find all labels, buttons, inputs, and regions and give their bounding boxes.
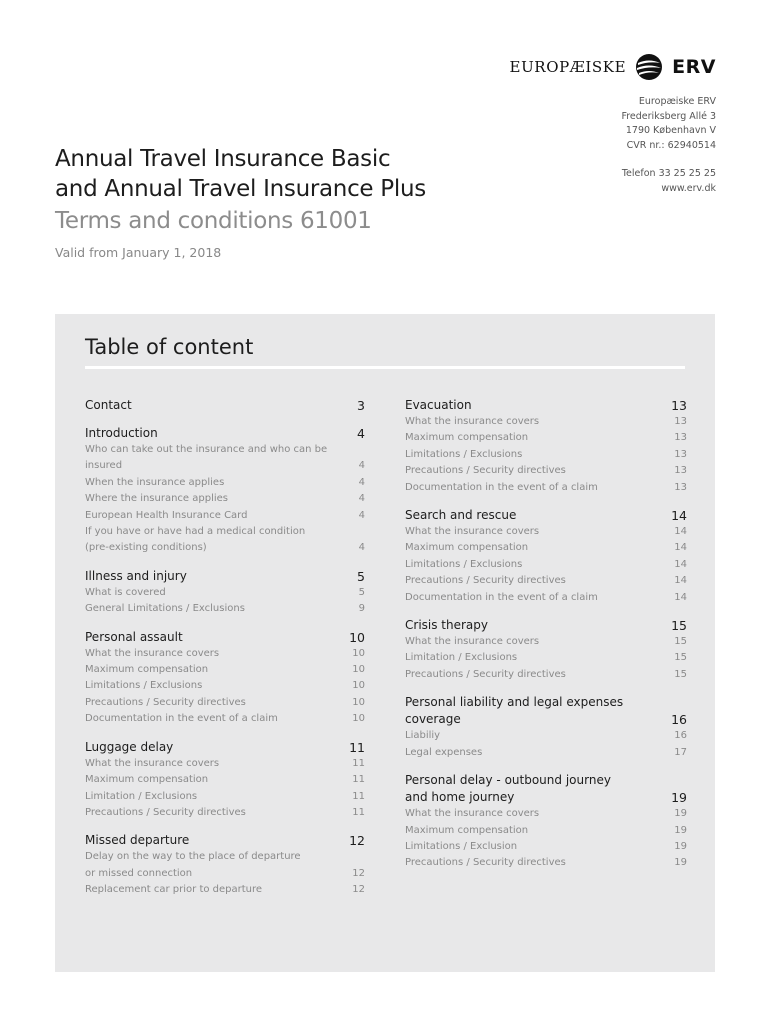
toc-page-number: 12 [352, 884, 365, 896]
toc-page-number: 10 [352, 696, 365, 708]
toc-entry-label: What the insurance covers [405, 808, 540, 820]
toc-entry-label: Maximum compensation [405, 432, 529, 444]
toc-entry[interactable] [85, 789, 365, 805]
toc-entry-label: What the insurance covers [405, 636, 540, 648]
toc-entry[interactable] [405, 650, 687, 666]
address-line: Europæiske ERV [638, 96, 716, 107]
toc-page-number: 12 [349, 833, 365, 849]
toc-page-number: 4 [358, 542, 365, 554]
toc-entry-label: Liabiliy [405, 730, 441, 742]
toc-section-title: Personal delay - outbound journey [405, 773, 611, 788]
toc-section-heading[interactable] [85, 397, 365, 414]
toc-section-heading[interactable] [405, 397, 687, 414]
toc-entry[interactable] [85, 678, 365, 694]
toc-page-number: 19 [674, 808, 687, 820]
toc-entry[interactable] [405, 806, 687, 822]
toc-entry-label: Precautions / Security directives [405, 575, 566, 587]
toc-entry[interactable] [405, 728, 687, 744]
toc-page-number: 14 [674, 558, 687, 570]
toc-page-number: 14 [674, 526, 687, 538]
toc-entry[interactable] [405, 823, 687, 839]
toc-divider [85, 366, 685, 369]
title-line: and Annual Travel Insurance Plus [55, 176, 426, 202]
toc-page-number: 11 [349, 739, 365, 755]
toc-entry[interactable] [85, 772, 365, 788]
toc-entry[interactable] [405, 480, 687, 496]
toc-page-number: 4 [357, 426, 365, 441]
toc-page-number: 19 [674, 840, 687, 852]
toc-entry-label: What the insurance covers [405, 526, 540, 538]
toc-entry[interactable] [405, 634, 687, 650]
toc-entry-label: What the insurance covers [85, 647, 220, 659]
toc-section [85, 425, 365, 557]
toc-entry-label: Maximum compensation [405, 542, 529, 554]
toc-section-heading[interactable] [405, 772, 687, 789]
toc-entry-label: Documentation in the event of a claim [405, 481, 598, 493]
toc-section-title: and home journey [405, 790, 515, 805]
toc-entry[interactable] [405, 430, 687, 446]
toc-entry[interactable] [85, 442, 365, 475]
toc-entry-label: Maximum compensation [85, 774, 209, 786]
toc-page-number: 19 [674, 824, 687, 836]
toc-entry-label: Maximum compensation [85, 664, 209, 676]
toc-section-title: Luggage delay [85, 739, 174, 754]
toc-column-right [405, 397, 687, 883]
toc-page-number: 4 [358, 493, 365, 505]
toc-page-number: 11 [352, 757, 365, 769]
toc-section [405, 694, 687, 761]
toc-entry[interactable] [85, 646, 365, 662]
toc-entry-label: Precautions / Security directives [405, 857, 566, 869]
toc-entry[interactable] [85, 601, 365, 617]
toc-page-number: 17 [674, 746, 687, 758]
address-line: Frederiksberg Allé 3 [621, 110, 716, 122]
toc-entry[interactable] [85, 756, 365, 772]
toc-entry[interactable] [85, 662, 365, 678]
toc-entry[interactable] [85, 540, 365, 556]
toc-page-number: 9 [358, 603, 365, 615]
brand-wordmark: EUROPÆISKE [509, 58, 627, 76]
toc-entry-label: Maximum compensation [405, 824, 529, 836]
toc-section [85, 397, 365, 414]
toc-page-number: 13 [674, 465, 687, 477]
toc-entry[interactable] [85, 805, 365, 821]
toc-entry-label: Delay on the way to the place of departure [85, 851, 301, 863]
address-line: CVR nr.: 62940514 [626, 139, 716, 151]
toc-page-number: 15 [671, 618, 687, 634]
toc-section [85, 568, 365, 618]
toc-entry[interactable] [405, 573, 687, 589]
toc-section-title: Crisis therapy [405, 618, 488, 633]
toc-page-number: 10 [352, 647, 365, 659]
phone-number: Telefon 33 25 25 25 [621, 168, 716, 179]
toc-entry[interactable] [85, 695, 365, 711]
brand-logo [510, 52, 716, 82]
toc-page-number: 16 [674, 730, 687, 742]
toc-entry-label: What is covered [85, 586, 166, 598]
toc-section-title: Contact [85, 398, 132, 412]
toc-entry[interactable] [85, 882, 365, 898]
toc-section-title: Search and rescue [405, 508, 517, 523]
toc-entry[interactable] [85, 524, 365, 540]
toc-section-heading[interactable] [85, 739, 365, 756]
toc-section [85, 629, 365, 728]
toc-entry[interactable] [405, 667, 687, 683]
toc-section-heading[interactable] [405, 507, 687, 524]
toc-entry-label: (pre-existing conditions) [85, 542, 207, 554]
toc-entry-label: Limitations / Exclusions [405, 448, 523, 460]
toc-section-title: Missed departure [85, 833, 190, 848]
toc-entry-label: When the insurance applies [85, 476, 225, 488]
toc-section-heading[interactable] [405, 617, 687, 634]
toc-page-number: 19 [674, 857, 687, 869]
toc-entry-label: Limitation / Exclusions [405, 652, 518, 664]
toc-page-number: 10 [352, 713, 365, 725]
toc-entry[interactable] [85, 508, 365, 524]
toc-entry[interactable] [405, 463, 687, 479]
toc-page-number: 10 [352, 680, 365, 692]
toc-entry-label: Precautions / Security directives [405, 465, 566, 477]
toc-entry[interactable] [405, 414, 687, 430]
toc-page-number: 14 [674, 575, 687, 587]
toc-entry-label: What the insurance covers [405, 416, 540, 427]
toc-page-number: 11 [352, 790, 365, 802]
toc-section-title: Introduction [85, 426, 158, 440]
toc-page-number: 12 [352, 867, 365, 879]
toc-entry-label: General Limitations / Exclusions [85, 603, 245, 615]
address-line: 1790 København V [625, 125, 716, 136]
website-link[interactable]: www.erv.dk [661, 182, 716, 194]
toc-page-number: 4 [358, 460, 365, 472]
toc-entry[interactable] [85, 866, 365, 882]
toc-page-number: 13 [674, 448, 687, 460]
toc-section-heading[interactable] [85, 425, 365, 442]
toc-entry[interactable] [405, 540, 687, 556]
toc-page-number: 13 [671, 398, 687, 413]
brand-mark: ERV [672, 56, 716, 78]
toc-page-number: 13 [674, 432, 687, 444]
toc-entry-label: What the insurance covers [85, 757, 220, 769]
toc-page-number: 10 [352, 664, 365, 676]
toc-column-left [85, 397, 365, 910]
toc-section [405, 507, 687, 606]
toc-entry-label: If you have or have had a medical condition [85, 526, 306, 538]
toc-entry-label: Precautions / Security directives [85, 806, 246, 818]
toc-page-number: 11 [352, 774, 365, 786]
toc-page-number: 13 [674, 416, 687, 427]
valid-date: Valid from January 1, 2018 [55, 245, 222, 260]
toc-heading: Table of content [85, 335, 254, 359]
toc-entry[interactable] [85, 849, 365, 865]
toc-section [85, 739, 365, 822]
erv-swirl-icon [634, 52, 664, 82]
toc-page-number: 11 [352, 806, 365, 818]
toc-entry-label: Legal expenses [405, 746, 483, 758]
toc-section-heading[interactable] [85, 832, 365, 849]
toc-section [85, 832, 365, 898]
toc-page-number: 5 [357, 568, 365, 584]
toc-page-number: 14 [671, 508, 687, 524]
toc-entry[interactable] [85, 475, 365, 491]
toc-entry-label: Documentation in the event of a claim [85, 713, 278, 725]
toc-entry[interactable] [405, 524, 687, 540]
toc-entry[interactable] [405, 557, 687, 573]
toc-section [405, 772, 687, 872]
toc-section-heading[interactable] [85, 568, 365, 585]
toc-entry-label: Limitations / Exclusions [85, 680, 203, 692]
toc-section-title: Illness and injury [85, 568, 187, 583]
toc-entry-label: or missed connection [85, 867, 193, 879]
toc-entry-label: Limitation / Exclusions [85, 790, 198, 802]
toc-entry[interactable] [85, 585, 365, 601]
document-subtitle: Terms and conditions 61001 [55, 208, 372, 234]
toc-page-number: 14 [674, 591, 687, 603]
toc-page-number: 15 [674, 668, 687, 680]
toc-entry-label: Precautions / Security directives [405, 668, 566, 680]
document-title [55, 144, 575, 238]
toc-page-number: 19 [671, 790, 687, 806]
toc-entry[interactable] [85, 491, 365, 507]
toc-entry-label: European Health Insurance Card [85, 509, 248, 521]
toc-entry[interactable] [405, 447, 687, 463]
toc-page-number: 13 [674, 481, 687, 493]
toc-entry[interactable] [85, 711, 365, 727]
toc-entry[interactable] [405, 855, 687, 871]
toc-section-heading[interactable] [405, 789, 687, 806]
toc-entry-label: Limitations / Exclusion [405, 840, 518, 852]
toc-page-number: 3 [357, 398, 365, 413]
title-line: Annual Travel Insurance Basic [55, 146, 391, 172]
toc-entry-label: Replacement car prior to departure [85, 884, 263, 896]
toc-section-heading[interactable] [85, 629, 365, 646]
toc-section-title: Personal assault [85, 629, 183, 644]
toc-page-number: 10 [349, 629, 365, 645]
toc-entry-label: Precautions / Security directives [85, 696, 246, 708]
toc-entry-label: Who can take out the insurance and who can be insured [85, 444, 328, 472]
toc-page-number: 4 [358, 476, 365, 488]
toc-page-number: 16 [671, 712, 687, 728]
toc-entry[interactable] [405, 745, 687, 761]
toc-page-number: 4 [358, 509, 365, 521]
toc-section [405, 397, 687, 496]
toc-entry-label: Documentation in the event of a claim [405, 591, 598, 603]
toc-entry-label: Limitations / Exclusions [405, 558, 523, 570]
toc-entry[interactable] [405, 839, 687, 855]
toc-page-number: 14 [674, 542, 687, 554]
toc-section-title: Personal liability and legal expenses coverage [405, 695, 624, 727]
toc-entry[interactable] [405, 590, 687, 606]
table-of-contents [55, 314, 715, 972]
toc-page-number: 5 [358, 586, 365, 598]
toc-entry-label: Where the insurance applies [85, 493, 229, 505]
toc-page-number: 15 [674, 636, 687, 648]
toc-section-heading[interactable] [405, 694, 687, 728]
toc-page-number: 15 [674, 652, 687, 664]
toc-section-title: Evacuation [405, 398, 472, 412]
toc-section [405, 617, 687, 683]
